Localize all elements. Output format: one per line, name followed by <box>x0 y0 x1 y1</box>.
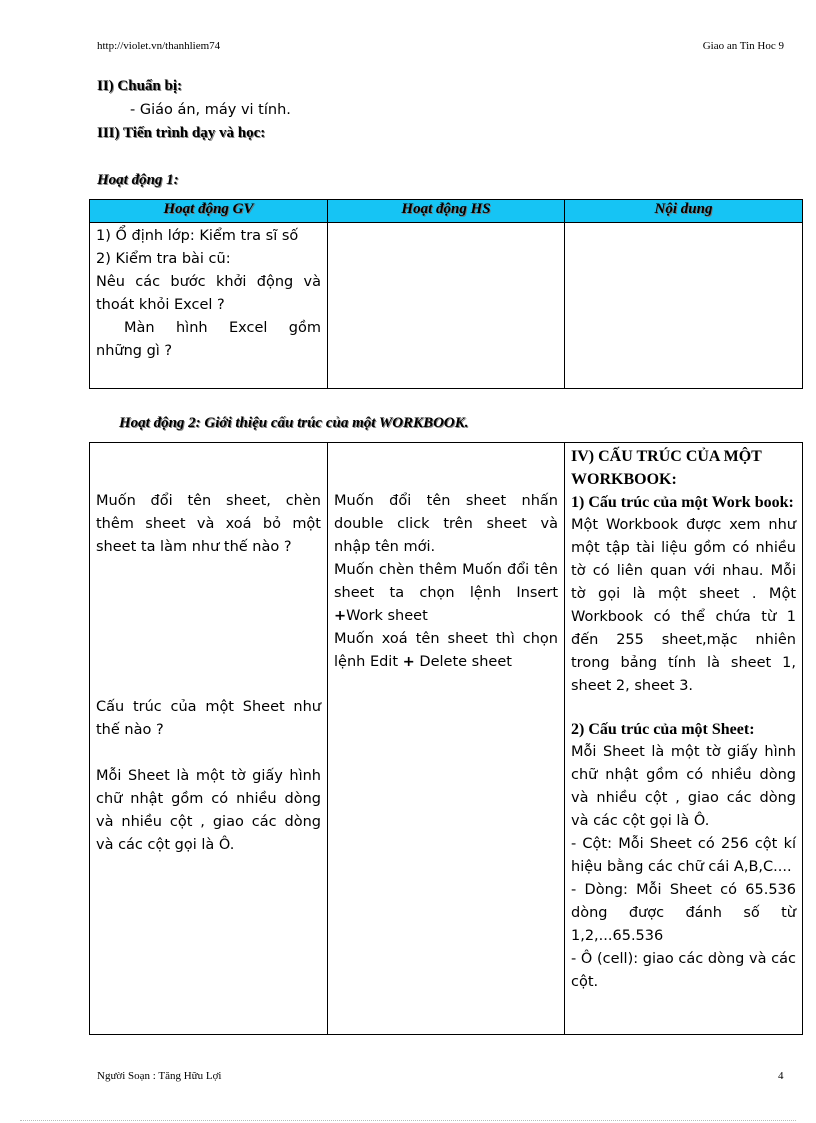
content-para-2: Mỗi Sheet là một tờ giấy hình chữ nhật gồm có nhiều dòng và nhiều cột , giao các dòng và các cột gọi là Ô. <box>571 744 796 829</box>
hs-line-3 <box>334 628 558 674</box>
activity-1-content-cell <box>565 223 803 389</box>
hs-line-2a: Muốn chèn thêm Muốn đổi tên sheet ta chọn lệnh Insert <box>334 562 558 601</box>
activity-2-hs-cell <box>328 443 565 1035</box>
gv-question-2: Cấu trúc của một Sheet như thế nào ? <box>96 699 321 738</box>
gv-line-1: 1) Ổ định lớp: Kiểm tra sĩ số <box>96 228 299 244</box>
content-para-1: Một Workbook được xem như một tập tài liệu gồm có nhiều tờ có liên quan với nhau. Mỗi tờ gọi là một sheet . Một Workbook có thể chứa từ 1 đến 255 sheet,mặc nhiên trong bảng tính là sheet 1, sheet 2, sheet 3. <box>571 517 796 694</box>
gv-answer-2: Mỗi Sheet là một tờ giấy hình chữ nhật gồm có nhiều dòng và nhiều cột , giao các dòng và các cột gọi là Ô. <box>96 768 321 853</box>
content-bullet-cot: - Cột: Mỗi Sheet có 256 cột kí hiệu bằng các chữ cái A,B,C.... <box>571 836 796 875</box>
hs-line-1: Muốn đổi tên sheet nhấn double click trên sheet và nhập tên mới. <box>334 493 558 555</box>
plus-icon: + <box>334 608 347 624</box>
activity-2-gv-cell <box>90 443 328 1035</box>
gv-question-1: Muốn đổi tên sheet, chèn thêm sheet và xoá bỏ một sheet ta làm như thế nào ? <box>96 493 321 555</box>
section-2-title: II) Chuẩn bị: <box>97 78 183 94</box>
header-title: Giao an Tin Hoc 9 <box>702 40 784 52</box>
content-sub-2: 2) Cấu trúc của một Sheet: <box>571 721 755 738</box>
activity-1-title: Hoạt động 1: <box>97 172 179 188</box>
plus-icon: + <box>402 654 415 670</box>
content-sub-1: 1) Cấu trúc của một Work book: <box>571 494 794 511</box>
hs-line-3a: Muốn xoá tên sheet thì chọn lệnh Edit <box>334 631 558 670</box>
page-number: 4 <box>778 1070 784 1082</box>
gv-line-4: Màn hình Excel gồm những gì ? <box>96 320 321 359</box>
col-header-hs: Hoạt động HS <box>328 200 565 223</box>
activity-2-content-cell <box>565 443 803 1035</box>
gv-line-2: 2) Kiểm tra bài cũ: <box>96 251 231 267</box>
activity-2-table <box>89 442 803 1035</box>
hs-line-3b: Delete sheet <box>419 654 512 670</box>
col-header-gv: Hoạt động GV <box>90 200 328 223</box>
gv-line-3: Nêu các bước khởi động và thoát khỏi Excel ? <box>96 274 321 313</box>
hs-line-2 <box>334 559 558 628</box>
section-3-title: III) Tiến trình dạy và học: <box>97 125 266 141</box>
header-url: http://violet.vn/thanhliem74 <box>97 40 221 52</box>
content-bullet-dong: - Dòng: Mỗi Sheet có 65.536 dòng được đánh số từ 1,2,...65.536 <box>571 882 796 944</box>
content-heading: IV) CẤU TRÚC CỦA MỘT WORKBOOK: <box>571 448 762 488</box>
activity-1-hs-cell <box>328 223 565 389</box>
activity-1-gv-cell <box>90 223 328 389</box>
bottom-divider <box>20 1120 796 1121</box>
col-header-content: Nội dung <box>565 200 803 223</box>
activity-2-title: Hoạt động 2: Giới thiệu cấu trúc của một WORKBOOK. <box>119 415 469 431</box>
content-bullet-o: - Ô (cell): giao các dòng và các cột. <box>571 951 796 990</box>
footer-author: Người Soạn : Tăng Hữu Lợi <box>97 1070 222 1082</box>
section-2-item: - Giáo án, máy vi tính. <box>130 102 291 118</box>
activity-1-table <box>89 199 803 389</box>
hs-line-2b: Work sheet <box>346 608 428 624</box>
